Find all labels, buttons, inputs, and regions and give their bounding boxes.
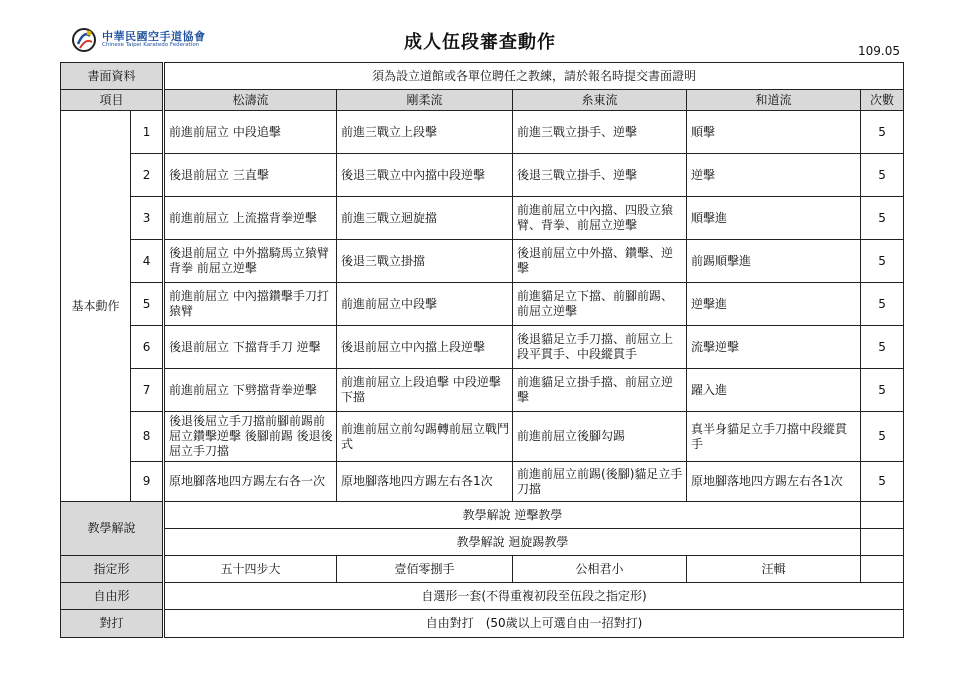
cell-wado: 逆擊: [687, 154, 861, 197]
cell-wado: 順擊進: [687, 197, 861, 240]
header-style-shito: 糸東流: [513, 90, 687, 111]
cell-goju: 後退前屈立中內擋上段逆擊: [337, 326, 513, 369]
table-row: [61, 462, 904, 502]
free-kata-row: [61, 583, 904, 610]
page-title: 成人伍段審查動作: [404, 32, 556, 53]
teaching-line-2: 教學解說 迴旋踢教學: [164, 529, 861, 556]
sparring-label: 對打: [61, 610, 164, 638]
cell-wado: 逆擊進: [687, 283, 861, 326]
cell-shotokan: 前進前屈立 上流擋背拳逆擊: [164, 197, 337, 240]
cell-wado: 原地腳落地四方踢左右各1次: [687, 462, 861, 502]
row-number: 9: [131, 462, 164, 502]
cell-wado: 順擊: [687, 111, 861, 154]
row-number: 7: [131, 369, 164, 412]
free-kata-text: 自選形一套(不得重複初段至伍段之指定形): [164, 583, 904, 610]
cell-goju: 後退三戰立掛擋: [337, 240, 513, 283]
exam-table: [60, 62, 904, 638]
table-row: [61, 240, 904, 283]
table-row: [61, 412, 904, 462]
cell-shito: 前進前屈立中內擋、四股立猿臂、背拳、前屈立逆擊: [513, 197, 687, 240]
header-style-shotokan: 松濤流: [164, 90, 337, 111]
cell-goju: 前進三戰立迴旋擋: [337, 197, 513, 240]
cell-shito: 前進貓足立掛手擋、前屈立逆擊: [513, 369, 687, 412]
teaching-row-2: [61, 529, 904, 556]
row-number: 1: [131, 111, 164, 154]
cell-count: 5: [861, 240, 904, 283]
cell-shotokan: 原地腳落地四方踢左右各一次: [164, 462, 337, 502]
table-row: [61, 111, 904, 154]
cell-shito: 前進前屈立前踢(後腳)貓足立手刀擋: [513, 462, 687, 502]
free-kata-label: 自由形: [61, 583, 164, 610]
cell-shotokan: 前進前屈立 中段追擊: [164, 111, 337, 154]
cell-goju: 前進前屈立前勾踢轉前屈立戰鬥式: [337, 412, 513, 462]
written-label: 書面資料: [61, 63, 164, 90]
cell-shito: 後退貓足立手刀擋、前屈立上段平貫手、中段縱貫手: [513, 326, 687, 369]
cell-shito: 前進三戰立掛手、逆擊: [513, 111, 687, 154]
table-row: [61, 197, 904, 240]
cell-goju: 原地腳落地四方踢左右各1次: [337, 462, 513, 502]
kata-label: 指定形: [61, 556, 164, 583]
cell-shito: 後退前屈立中外擋、鑽擊、逆擊: [513, 240, 687, 283]
cell-count: 5: [861, 412, 904, 462]
row-number: 2: [131, 154, 164, 197]
cell-wado: 前踢順擊進: [687, 240, 861, 283]
kata-count-blank: [861, 556, 904, 583]
document-date: 109.05: [858, 44, 900, 58]
header-count: 次數: [861, 90, 904, 111]
row-number: 8: [131, 412, 164, 462]
header-style-goju: 剛柔流: [337, 90, 513, 111]
cell-count: 5: [861, 154, 904, 197]
header-item: 項目: [61, 90, 164, 111]
written-text: 須為設立道館或各單位聘任之教練，請於報名時提交書面證明: [164, 63, 904, 90]
kata-shotokan: 五十四步大: [164, 556, 337, 583]
cell-shito: 前進貓足立下擋、前腳前踢、前屈立逆擊: [513, 283, 687, 326]
row-number: 4: [131, 240, 164, 283]
cell-count: 5: [861, 369, 904, 412]
cell-goju: 前進三戰立上段擊: [337, 111, 513, 154]
basic-label: 基本動作: [61, 111, 131, 502]
row-number: 6: [131, 326, 164, 369]
teaching-label: 教學解說: [61, 502, 164, 556]
kata-wado: 汪輯: [687, 556, 861, 583]
table-row: [61, 369, 904, 412]
row-number: 3: [131, 197, 164, 240]
cell-count: 5: [861, 462, 904, 502]
kata-goju: 壹佰零捌手: [337, 556, 513, 583]
cell-shotokan: 後退前屈立 三直擊: [164, 154, 337, 197]
org-name-en: Chinese Taipei Karatedo Federation: [102, 42, 200, 48]
cell-shotokan: 後退前屈立 中外擋騎馬立猿臂背拳 前屈立逆擊: [164, 240, 337, 283]
cell-wado: 真半身貓足立手刀擋中段縱貫手: [687, 412, 861, 462]
cell-shotokan: 後退前屈立 下擋背手刀 逆擊: [164, 326, 337, 369]
sparring-text: 自由對打 (50歲以上可選自由一招對打): [164, 610, 904, 638]
cell-shotokan: 前進前屈立 中內擋鑽擊手刀打 猿臂: [164, 283, 337, 326]
table-row: [61, 154, 904, 197]
header-row: [61, 90, 904, 111]
row-number: 5: [131, 283, 164, 326]
cell-wado: 流擊逆擊: [687, 326, 861, 369]
cell-goju: 前進前屈立上段追擊 中段逆擊下擋: [337, 369, 513, 412]
sparring-row: [61, 610, 904, 638]
kata-shito: 公相君小: [513, 556, 687, 583]
teaching-count-blank: [861, 529, 904, 556]
cell-count: 5: [861, 283, 904, 326]
cell-shotokan: 前進前屈立 下劈擋背拳逆擊: [164, 369, 337, 412]
table-row: [61, 283, 904, 326]
teaching-count-blank: [861, 502, 904, 529]
cell-shito: 後退三戰立掛手、逆擊: [513, 154, 687, 197]
cell-count: 5: [861, 197, 904, 240]
cell-goju: 前進前屈立中段擊: [337, 283, 513, 326]
written-row: [61, 63, 904, 90]
table-row: [61, 326, 904, 369]
cell-count: 5: [861, 111, 904, 154]
teaching-line-1: 教學解說 逆擊教學: [164, 502, 861, 529]
header-style-wado: 和道流: [687, 90, 861, 111]
cell-count: 5: [861, 326, 904, 369]
org-name-cn: 中華民國空手道協會: [102, 30, 206, 43]
cell-shito: 前進前屈立後腳勾踢: [513, 412, 687, 462]
kata-row: [61, 556, 904, 583]
cell-goju: 後退三戰立中內擋中段逆擊: [337, 154, 513, 197]
teaching-row-1: [61, 502, 904, 529]
cell-shotokan: 後退後屈立手刀擋前腳前踢前屈立鑽擊逆擊 後腳前踢 後退後屈立手刀擋: [164, 412, 337, 462]
cell-wado: 躍入進: [687, 369, 861, 412]
